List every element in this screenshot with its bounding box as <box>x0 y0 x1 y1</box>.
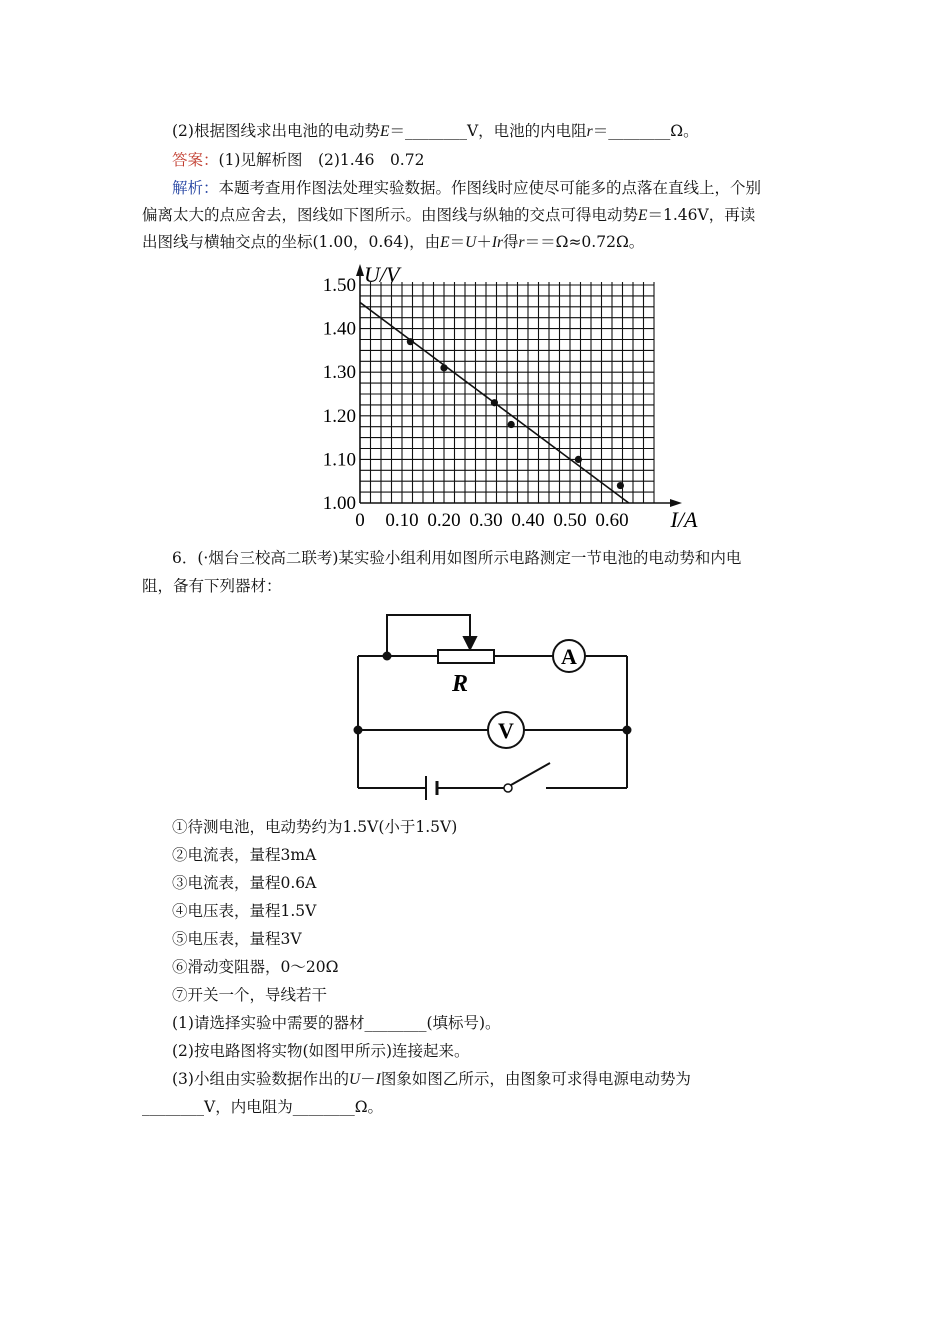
resistance-blank: ________ <box>608 122 671 140</box>
x-tick-label: 0.10 <box>385 510 419 531</box>
q6-line-2: 阻，备有下列器材： <box>142 577 282 595</box>
chart-marks <box>360 302 629 503</box>
x-axis-arrow-icon <box>670 499 682 507</box>
resistor-symbol <box>438 650 494 663</box>
data-point <box>491 399 498 406</box>
list-item: ②电流表，量程3mA <box>172 846 317 864</box>
list-item: ③电流表，量程0.6A <box>172 874 317 892</box>
resistor-label: R <box>451 671 469 697</box>
x-tick-label: 0.40 <box>511 510 545 531</box>
x-tick-label: 0.60 <box>595 510 629 531</box>
x-tick-label: 0.20 <box>427 510 461 531</box>
switch-contact <box>504 784 512 792</box>
analysis-line-2: 偏离太大的点应舍去，图线如下图所示。由图线与纵轴的交点可得电动势E＝1.46V，再读 <box>142 206 756 224</box>
origin-label: 0 <box>355 510 365 531</box>
analysis-line-3: 出图线与横轴交点的坐标(1.00，0.64)，由E＝U＋Ir得r＝＝Ω≈0.72Ω。 <box>142 233 645 251</box>
data-point <box>440 364 447 371</box>
list-item: ⑤电压表，量程3V <box>172 930 302 948</box>
y-axis-label: U/V <box>364 262 400 287</box>
x-tick-label: 0.50 <box>553 510 587 531</box>
y-tick-label: 1.00 <box>322 493 356 514</box>
q5-part2-line: (2)根据图线求出电池的电动势E＝________V，电池的内电阻r＝________Ω。 <box>172 122 699 140</box>
y-tick-label: 1.40 <box>322 318 356 340</box>
chart-labels <box>323 262 698 532</box>
emf-blank: ________ <box>404 122 467 140</box>
switch-blade <box>511 763 550 785</box>
data-point <box>617 482 624 489</box>
list-item: ⑥滑动变阻器，0～20Ω <box>172 958 339 976</box>
x-axis-label: I/A <box>670 507 698 532</box>
q6-line-1: 6．(·烟台三校高二联考)某实验小组利用如图所示电路测定一节电池的电动势和内电 <box>172 549 742 567</box>
y-tick-label: 1.30 <box>322 362 356 384</box>
answer-label: 答案： <box>172 151 219 169</box>
y-tick-label: 1.20 <box>322 405 356 427</box>
junction-mid-right <box>623 726 632 735</box>
ammeter-label: A <box>561 644 577 669</box>
list-item: ①待测电池，电动势约为1.5V(小于1.5V) <box>172 818 458 836</box>
list-item: ⑦开关一个，导线若干 <box>172 986 328 1004</box>
sub-question-3: (3)小组由实验数据作出的U－I图象如图乙所示，由图象可求得电源电动势为 <box>172 1070 691 1088</box>
data-point <box>407 338 414 345</box>
x-tick-label: 0.30 <box>469 510 503 531</box>
data-point <box>508 421 515 428</box>
slider-arrow-icon <box>464 637 476 649</box>
circuit-diagram <box>350 605 640 805</box>
u-i-graph <box>300 258 698 536</box>
analysis-label: 解析： <box>172 179 219 197</box>
chart-grid <box>360 282 654 503</box>
y-axis-arrow-icon <box>356 264 364 276</box>
junction-top-left <box>383 652 392 661</box>
data-point <box>575 456 582 463</box>
answer-text: (1)见解析图 (2)1.46 0.72 <box>218 151 425 169</box>
answer-line <box>172 150 424 170</box>
analysis-line-1: 解析：本题考查用作图法处理实验数据。作图线时应使尽可能多的点落在直线上，个别 <box>172 179 762 197</box>
junction-mid-left <box>354 726 363 735</box>
sub-question-3-line-2: ________V，内电阻为________Ω。 <box>142 1098 384 1116</box>
y-tick-label: 1.10 <box>322 449 356 471</box>
y-tick-label: 1.50 <box>322 275 356 296</box>
list-item: ④电压表，量程1.5V <box>172 902 317 920</box>
sub-question-2: (2)按电路图将实物(如图甲所示)连接起来。 <box>172 1042 470 1060</box>
voltmeter-label: V <box>498 718 514 743</box>
sub-question-1: (1)请选择实验中需要的器材________(填标号)。 <box>172 1014 501 1032</box>
